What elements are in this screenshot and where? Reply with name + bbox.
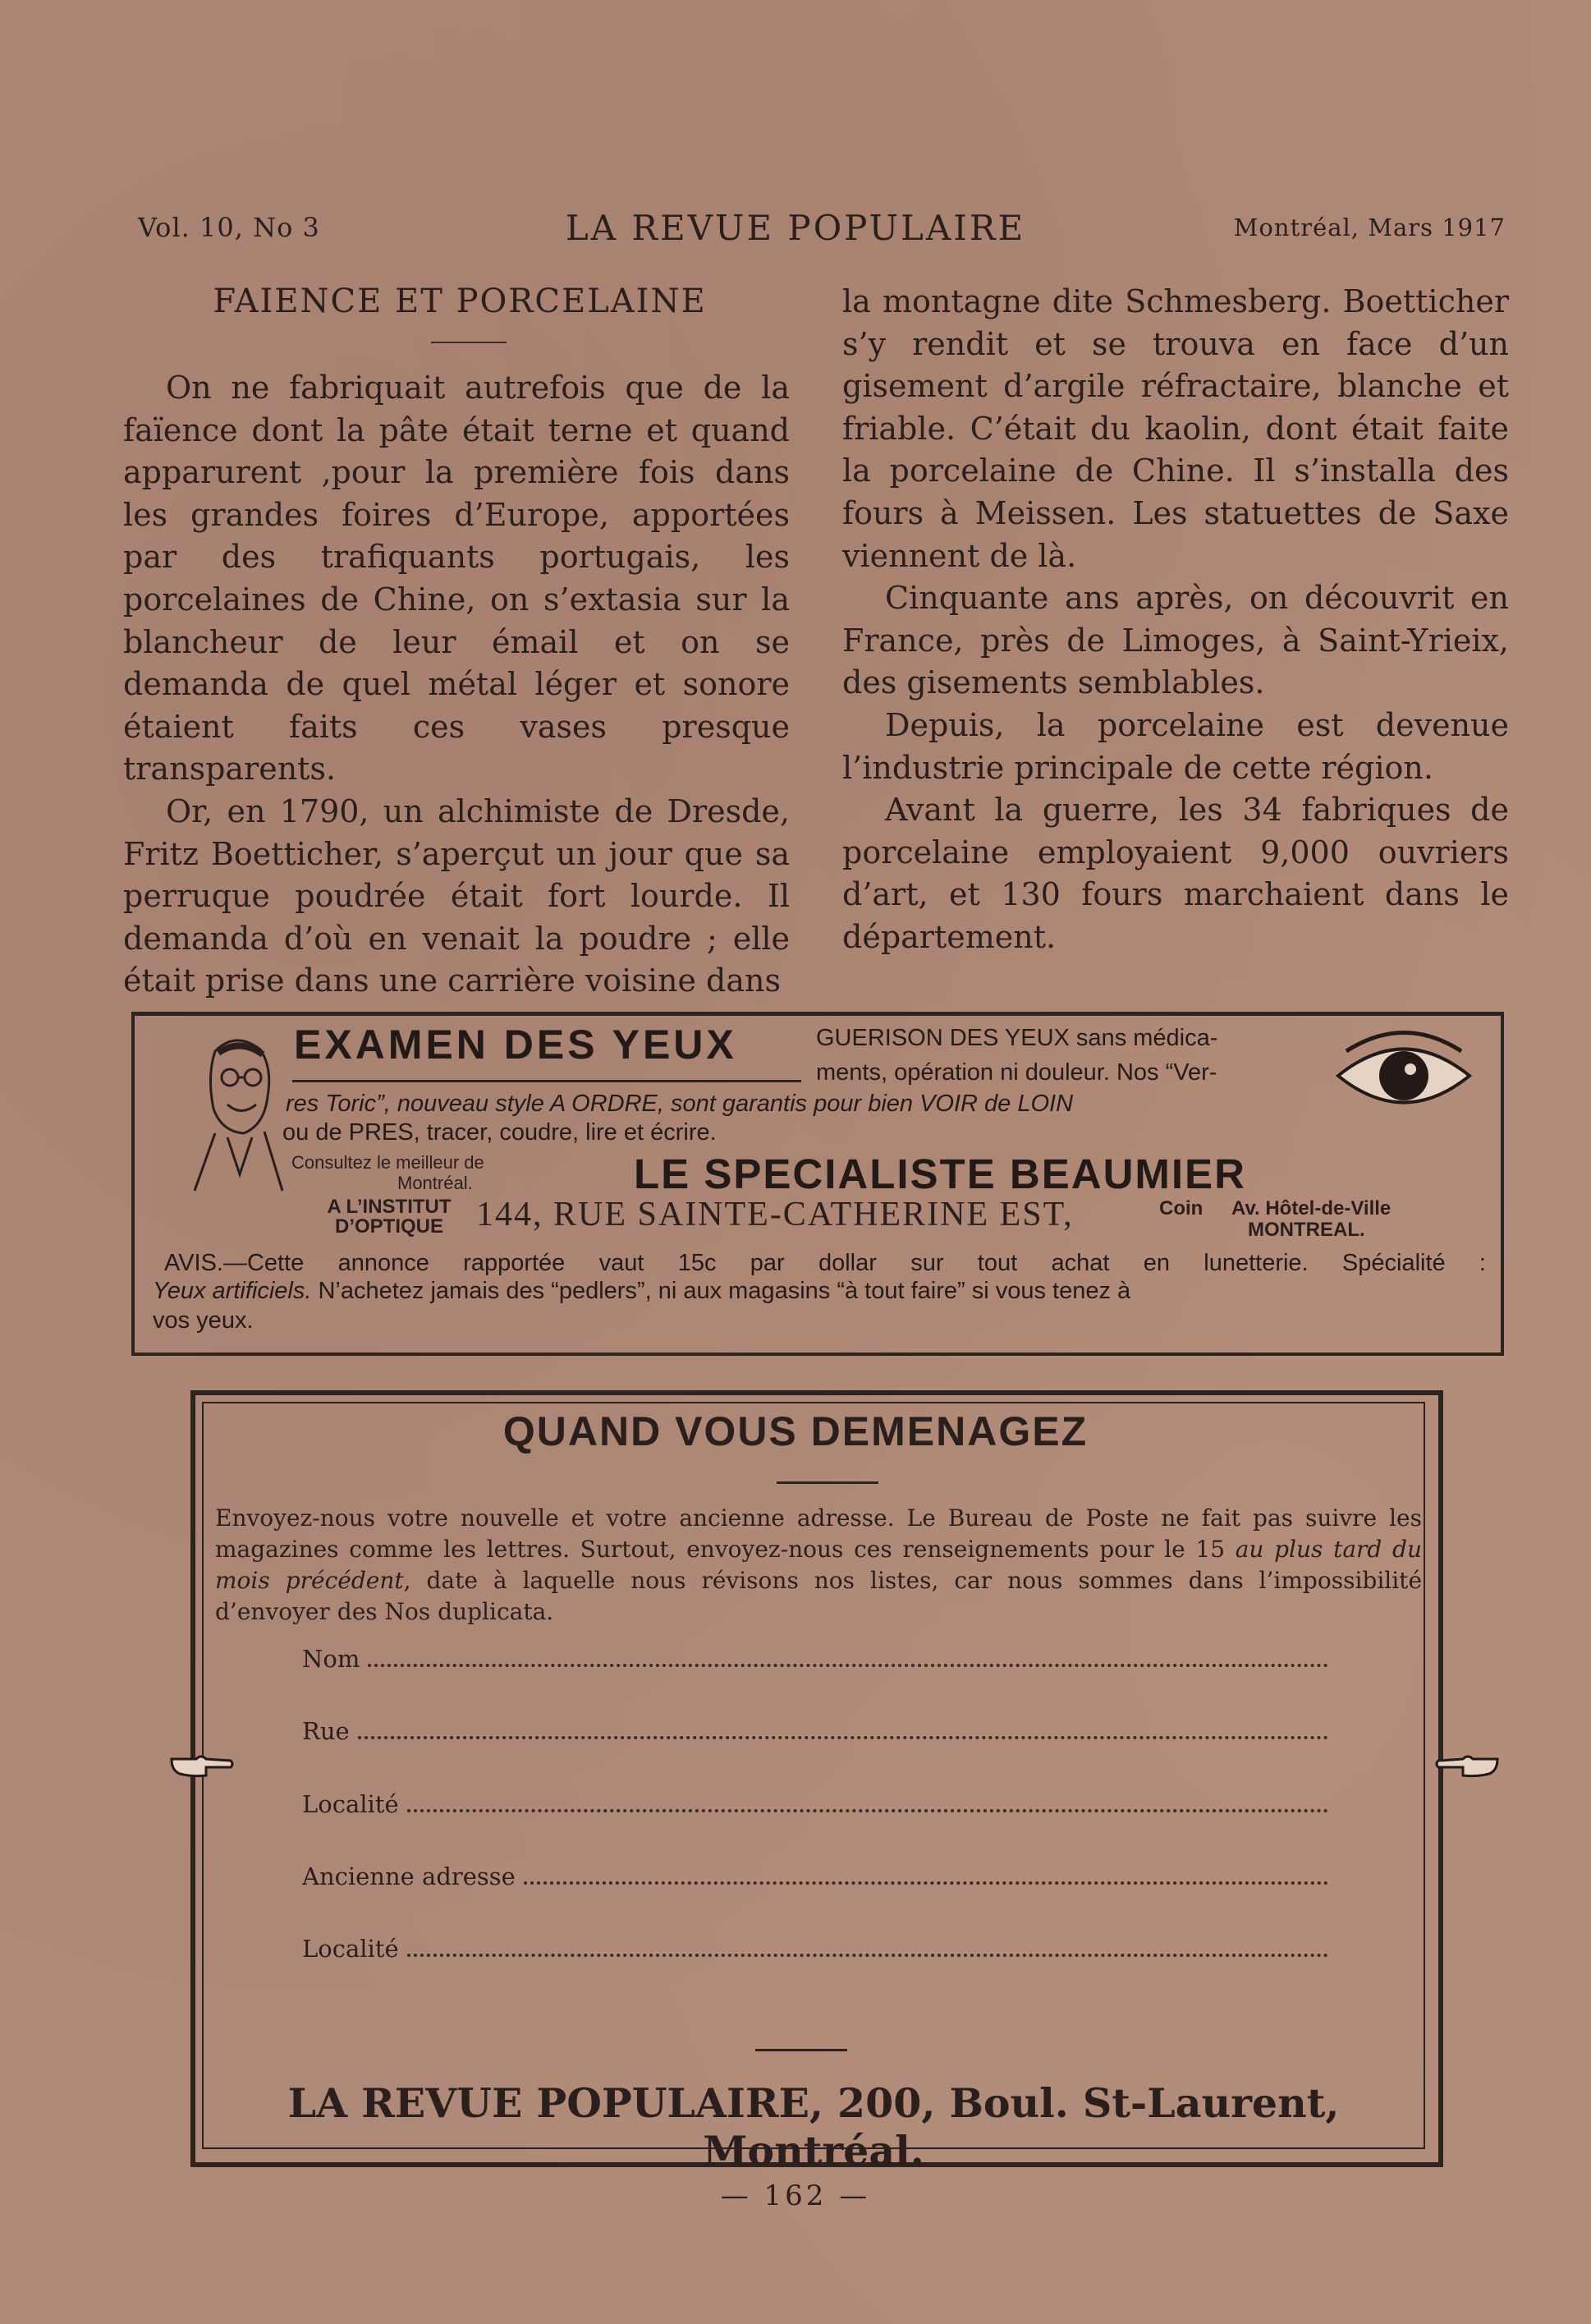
advert-avis-rest: N’achetez jamais des “pedlers”, ni aux magasins “à tout faire” si vous tenez à xyxy=(311,1278,1131,1304)
publisher-address: LA REVUE POPULAIRE, 200, Boul. St-Laurent, Montréal. xyxy=(287,2079,1340,2175)
field-label: Localité xyxy=(302,1790,399,1818)
advert-line: ments, opération ni douleur. Nos “Ver- xyxy=(816,1059,1217,1086)
article-column-left xyxy=(123,367,790,1003)
form-instructions-part1: Envoyez-nous votre nouvelle et votre ancienne adresse. Le Bureau de Poste ne fait pas suivre les magazines comme les lettres. Surtout, envoyez-nous ces renseignements pour le 15 xyxy=(215,1504,1422,1563)
title-divider xyxy=(431,342,507,343)
article-paragraph: Avant la guerre, les 34 fabriques de porcelaine employaient 9,000 ouvriers d’art, et 130 fours marchaient dans le département. xyxy=(842,792,1509,955)
field-label: Ancienne adresse xyxy=(302,1862,516,1890)
form-instructions-part2: , date à laquelle nous révisons nos listes, car nous sommes dans l’impossibilité d’envoyer des Nos duplicata. xyxy=(215,1567,1423,1625)
advert-line: res Toric”, nouveau style A ORDRE, sont garantis pour bien VOIR de LOIN xyxy=(286,1091,1074,1117)
page-number: — 162 — xyxy=(720,2179,871,2212)
article-paragraph: Cinquante ans après, on découvrit en France, près de Limoges, à Saint-Yrieix, des gisements semblables. xyxy=(842,580,1509,701)
fill-in-line[interactable] xyxy=(407,1794,1328,1812)
article-paragraph: la montagne dite Schmesberg. Boetticher s’y rendit et se trouva en face d’un gisement d’argile réfractaire, blanche et friable. C’était du kaolin, dont était faite la porcelaine de Chine. Il s’installa des fours à Meissen. Les statuettes de Saxe viennent de là. xyxy=(842,283,1509,574)
article-paragraph: On ne fabriquait autrefois que de la faïence dont la pâte était terne et quand apparurent ,pour la première fois dans les grandes foires d’Europe, apportées par des trafiquants portugais, les porcelaines de Chine, on s’extasia sur la blancheur de leur émail et on se demanda de quel métal léger et sonore étaient faits ces vases presque transparents. xyxy=(123,370,790,788)
advert-title: EXAMEN DES YEUX xyxy=(294,1022,737,1068)
street-field[interactable] xyxy=(302,1717,1328,1750)
advert-avis-italic: Yeux artificiels. xyxy=(153,1278,312,1304)
fill-in-line[interactable] xyxy=(368,1649,1328,1667)
field-label: Rue xyxy=(302,1717,350,1745)
publication-title: LA REVUE POPULAIRE xyxy=(565,208,1026,248)
field-label: Localité xyxy=(302,1935,399,1963)
fill-in-line[interactable] xyxy=(407,1939,1328,1957)
institut-label-1: A L’INSTITUT xyxy=(327,1196,452,1218)
form-instructions xyxy=(215,1503,1422,1628)
volume-number: Vol. 10, No 3 xyxy=(138,212,320,243)
advert-avis-last: vos yeux. xyxy=(153,1307,254,1334)
fill-in-line[interactable] xyxy=(358,1721,1328,1739)
pointing-hand-left-icon xyxy=(1435,1749,1501,1782)
article-title: FAIENCE ET PORCELAINE xyxy=(213,282,707,320)
pointing-hand-right-icon xyxy=(168,1749,234,1782)
advert-avis: AVIS.—Cette annonce rapportée vaut 15c par dollar sur tout achat en lunetterie. Spécialité : xyxy=(164,1250,1486,1276)
advert-corner-city: MONTREAL. xyxy=(1248,1219,1365,1241)
advert-address: 144, RUE SAINTE-CATHERINE EST, xyxy=(476,1196,1074,1233)
institut-label-2: D’OPTIQUE xyxy=(334,1215,443,1238)
article-column-right xyxy=(842,281,1509,959)
fill-in-line[interactable] xyxy=(524,1867,1328,1885)
name-field[interactable] xyxy=(302,1645,1328,1678)
issue-date: Montréal, Mars 1917 xyxy=(1233,214,1506,241)
article-paragraph: Or, en 1790, un alchimiste de Dresde, Fritz Boetticher, s’aperçut un jour que sa perruque poudrée était fort lourde. Il demanda d’où en venait la poudre ; elle était prise dans une carrière voisine dans xyxy=(123,792,790,999)
advert-consult-text: Consultez le meilleur de xyxy=(291,1152,484,1173)
locality-field[interactable] xyxy=(302,1790,1328,1823)
old-locality-field[interactable] xyxy=(302,1935,1328,1968)
advert-avis-line2 xyxy=(153,1278,1486,1305)
specialist-name: LE SPECIALISTE BEAUMIER xyxy=(634,1151,1246,1197)
advert-corner-avenue: Av. Hôtel-de-Ville xyxy=(1231,1197,1392,1219)
form-instructions-italic: au plus tard du mois précédent xyxy=(215,1536,1422,1594)
advert-line: GUERISON DES YEUX sans médica- xyxy=(816,1025,1218,1051)
form-title: QUAND VOUS DEMENAGEZ xyxy=(502,1408,1089,1454)
advert-line: ou de PRES, tracer, coudre, lire et écrire. xyxy=(282,1119,717,1146)
advert-corner: Coin xyxy=(1159,1197,1204,1219)
article-paragraph: Depuis, la porcelaine est devenue l’industrie principale de cette région. xyxy=(842,706,1509,786)
old-address-field[interactable] xyxy=(302,1862,1328,1895)
field-label: Nom xyxy=(302,1645,360,1673)
eye-icon xyxy=(1330,1027,1478,1125)
advert-title-underline xyxy=(292,1080,801,1082)
advert-consult-city: Montréal. xyxy=(397,1173,473,1193)
form-title-divider xyxy=(777,1481,878,1484)
man-portrait-illustration xyxy=(182,1027,289,1199)
form-footer-divider xyxy=(755,2049,847,2051)
